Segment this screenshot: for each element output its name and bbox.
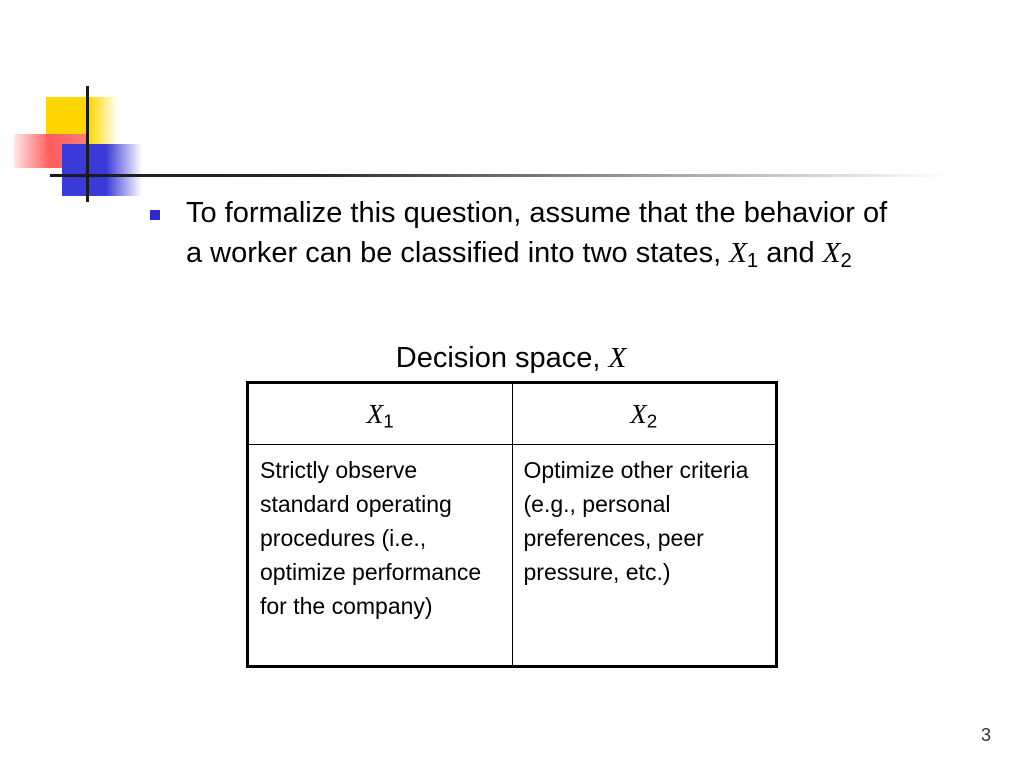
caption-symbol: X: [608, 342, 627, 374]
table-header-cell: [248, 383, 513, 445]
bullet-text: [186, 193, 906, 273]
decision-space-table: [246, 381, 778, 668]
decorative-blue-square: [62, 144, 142, 196]
header-x1-symbol: X: [366, 398, 384, 429]
table-cell-x2-description: Optimize other criteria (e.g., personal preferences, peer pressure, etc.): [512, 445, 777, 667]
bullet-main-text: To formalize this question, assume that the behavior of a worker can be classified into two states,: [186, 197, 888, 269]
bullet-conjunction: and: [766, 237, 815, 269]
table-header-cell: [512, 383, 777, 445]
slide-page-number: 3: [980, 725, 991, 745]
table-cell-x1-description: Strictly observe standard operating procedures (i.e., optimize performance for the company): [248, 445, 513, 667]
bullet-square-icon: [150, 210, 160, 220]
header-x2-symbol: X: [630, 398, 647, 429]
state-x1-subscript: 1: [746, 250, 759, 273]
header-x2-subscript: 2: [646, 411, 658, 433]
header-x1: [366, 398, 394, 433]
state-x2-subscript: 2: [840, 250, 852, 273]
table-row: [248, 445, 777, 667]
header-x1-subscript: 1: [383, 411, 394, 433]
title-divider-line: [50, 174, 950, 177]
header-x2: [630, 398, 658, 433]
state-x2-symbol: X: [822, 237, 841, 269]
table-header-row: [248, 383, 777, 445]
state-x1: [729, 237, 759, 273]
caption-text: Decision space,: [395, 342, 601, 374]
table-caption: [250, 338, 772, 378]
decorative-vertical-line: [86, 86, 89, 202]
state-x1-symbol: X: [729, 237, 747, 269]
state-x2: [822, 237, 852, 273]
decision-space-table-wrapper: [246, 381, 778, 668]
